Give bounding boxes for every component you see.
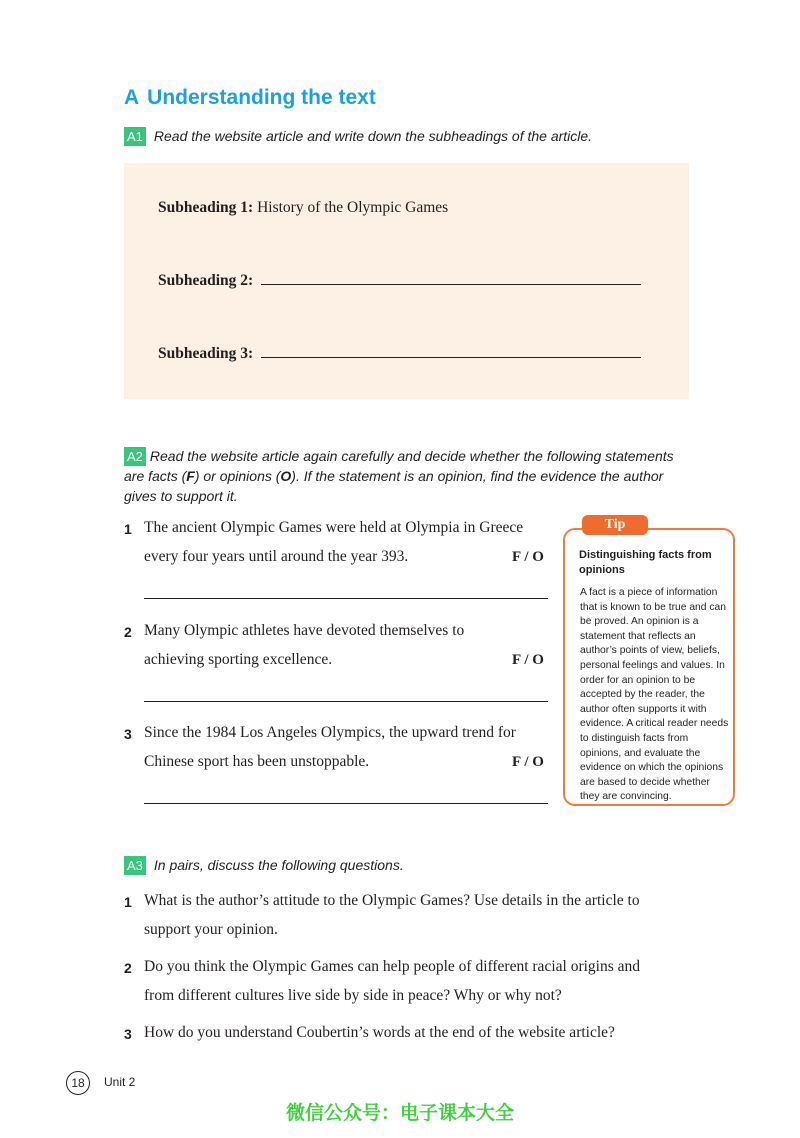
a2-question-number-2: 2 (124, 624, 132, 640)
a1-instruction-row (124, 127, 592, 146)
section-title (124, 86, 376, 110)
a3-question-number-2: 2 (124, 960, 132, 976)
a2-question-2-answer-line[interactable] (144, 701, 548, 702)
a3-question-2-line-1: Do you think the Olympic Games can help people of different racial origins and (144, 958, 640, 975)
a2-question-2-line-1: Many Olympic athletes have devoted themselves to (144, 622, 465, 639)
subheading-value-1: History of the Olympic Games (257, 199, 449, 216)
a2-question-2-line-2: achieving sporting excellence. (144, 651, 333, 668)
a2-question-3-line-2: Chinese sport has been unstoppable. (144, 753, 370, 770)
subheading-label-3: Subheading 3: (158, 345, 254, 362)
a3-question-number-1: 1 (124, 894, 132, 910)
subheading-label-1: Subheading 1: (158, 199, 254, 216)
a2-question-number-3: 3 (124, 726, 132, 742)
a2-instruction-part-2: ) or opinions ( (194, 468, 281, 484)
a3-instruction: In pairs, discuss the following questions. (153, 857, 404, 873)
tip-body: A fact is a piece of information that is known to be true and can be proved. An opinion is a statement that reflects an author’s points of view, beliefs, personal feelings and values. In order for an opinion to be accepted by the reader, the author often supports it with evidence. A critical reader needs to distinguish facts from opinions, and evaluate the evidence on which the opinions are based to decide whether they are convincing. (580, 587, 729, 803)
subheading-row-3 (158, 345, 641, 363)
tip-badge: Tip (582, 515, 648, 535)
subheading-answer-line-3[interactable] (261, 345, 641, 358)
watermark: 微信公众号：电子课本大全 (285, 1102, 514, 1124)
a2-question-1-choice[interactable]: F / O (512, 549, 544, 565)
a2-question-1-line-2: every four years until around the year 393. (144, 548, 409, 565)
a2-question-3-answer-line[interactable] (144, 803, 548, 804)
a2-question-2-choice[interactable]: F / O (512, 652, 544, 668)
a2-instruction-f: F (186, 468, 195, 484)
a2-question-1-line-1: The ancient Olympic Games were held at Olympia in Greece (144, 519, 524, 536)
subheading-box (124, 163, 689, 399)
a3-question-2-line-2: from different cultures live side by side in peace? Why or why not? (144, 987, 562, 1004)
subheading-answer-line-2[interactable] (261, 272, 641, 285)
a1-tag: A1 (124, 127, 146, 146)
a2-question-number-1: 1 (124, 521, 132, 537)
a3-question-1-line-2: support your opinion. (144, 921, 278, 938)
unit-label: Unit 2 (104, 1075, 136, 1089)
a3-question-3-line-1: How do you understand Coubertin’s words at the end of the website article? (144, 1024, 615, 1041)
a2-instruction-part-1: Read the website article again carefully and decide whether the following statements are facts ( (124, 448, 674, 484)
a3-question-1-line-1: What is the author’s attitude to the Olympic Games? Use details in the article to (144, 892, 640, 909)
page-number: 18 (66, 1071, 90, 1095)
subheading-row-2 (158, 272, 641, 290)
subheading-label-2: Subheading 2: (158, 272, 254, 289)
tip-box (563, 528, 735, 806)
tip-heading: Distinguishing facts from opinions (579, 549, 712, 576)
a2-instruction-o: O (280, 468, 292, 484)
a2-question-1-answer-line[interactable] (144, 598, 548, 599)
a3-tag: A3 (124, 856, 146, 875)
a2-question-3-choice[interactable]: F / O (512, 754, 544, 770)
a2-tag: A2 (124, 447, 146, 466)
a3-question-number-3: 3 (124, 1026, 132, 1042)
section-title-text: Understanding the text (147, 86, 376, 109)
a2-instruction-part-3: ). If the statement is an opinion, find the evidence the author gives to support it. (124, 468, 664, 504)
a3-instruction-row (124, 856, 404, 875)
a2-instruction-block (124, 446, 694, 506)
a2-question-3-line-1: Since the 1984 Los Angeles Olympics, the upward trend for (144, 724, 516, 741)
a1-instruction: Read the website article and write down the subheadings of the article. (153, 128, 593, 144)
section-letter: A (124, 86, 140, 109)
subheading-row-1 (158, 199, 448, 217)
